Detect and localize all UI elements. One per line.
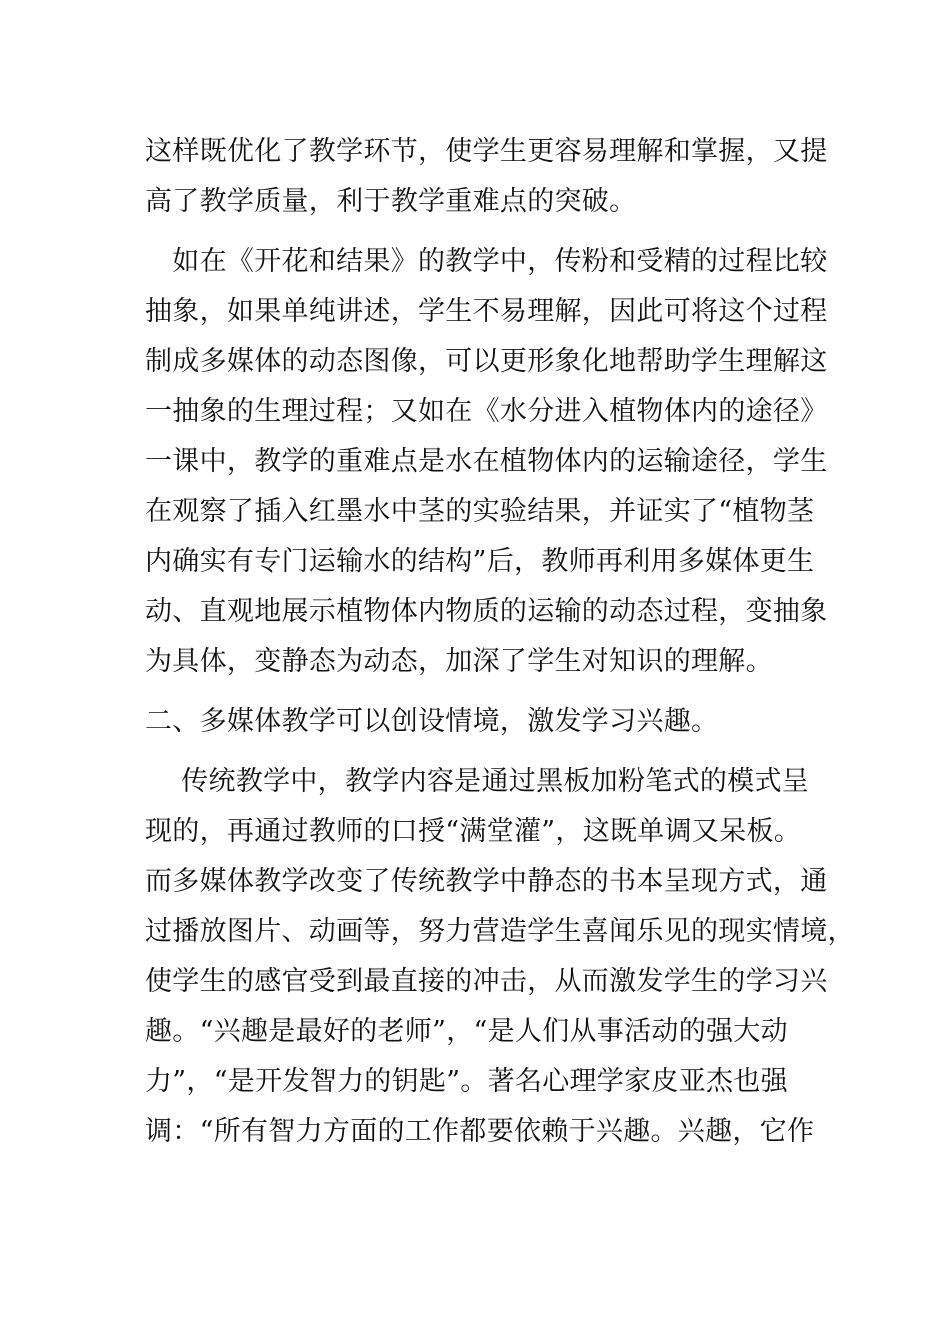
body-text-line: 一抽象的生理过程；又如在《水分进入植物体内的途径》 [145, 396, 828, 427]
body-text-line: 趣。“兴趣是最好的老师”，“是人们从事活动的强大动 [145, 1016, 788, 1047]
body-text-line: 力”，“是开发智力的钥匙”。著名心理学家皮亚杰也强 [145, 1066, 788, 1097]
body-text-line: 而多媒体教学改变了传统教学中静态的书本呈现方式，通 [145, 866, 828, 897]
body-text-line: 在观察了插入红墨水中茎的实验结果，并证实了“植物茎 [145, 496, 815, 527]
body-text-line: 这样既优化了教学环节，使学生更容易理解和掌握，又提 [145, 136, 828, 167]
body-text-line: 如在《开花和结果》的教学中，传粉和受精的过程比较 [145, 246, 828, 277]
section-heading: 二、多媒体教学可以创设情境，激发学习兴趣。 [145, 706, 719, 737]
body-text-line: 使学生的感官受到最直接的冲击，从而激发学生的学习兴 [145, 966, 828, 997]
body-text-line: 高了教学质量，利于教学重难点的突破。 [145, 186, 637, 217]
body-text-line: 为具体，变静态为动态，加深了学生对知识的理解。 [145, 646, 773, 677]
body-text-line: 一课中，教学的重难点是水在植物体内的运输途径，学生 [145, 446, 828, 477]
body-text-line: 内确实有专门运输水的结构”后，教师再利用多媒体更生 [145, 546, 815, 577]
body-text-line: 动、直观地展示植物体内物质的运输的动态过程，变抽象 [145, 596, 828, 627]
body-text-line: 传统教学中，教学内容是通过黑板加粉笔式的模式呈 [145, 766, 810, 797]
body-text-line: 调：“所有智力方面的工作都要依赖于兴趣。兴趣，它作 [145, 1116, 815, 1147]
body-text-line: 制成多媒体的动态图像，可以更形象化地帮助学生理解这 [145, 346, 828, 377]
body-text-line: 现的，再通过教师的口授“满堂灌”，这既单调又呆板。 [145, 816, 802, 847]
body-text-line: 过播放图片、动画等，努力营造学生喜闻乐见的现实情境， [145, 916, 855, 947]
body-text-line: 抽象，如果单纯讲述，学生不易理解，因此可将这个过程 [145, 296, 828, 327]
